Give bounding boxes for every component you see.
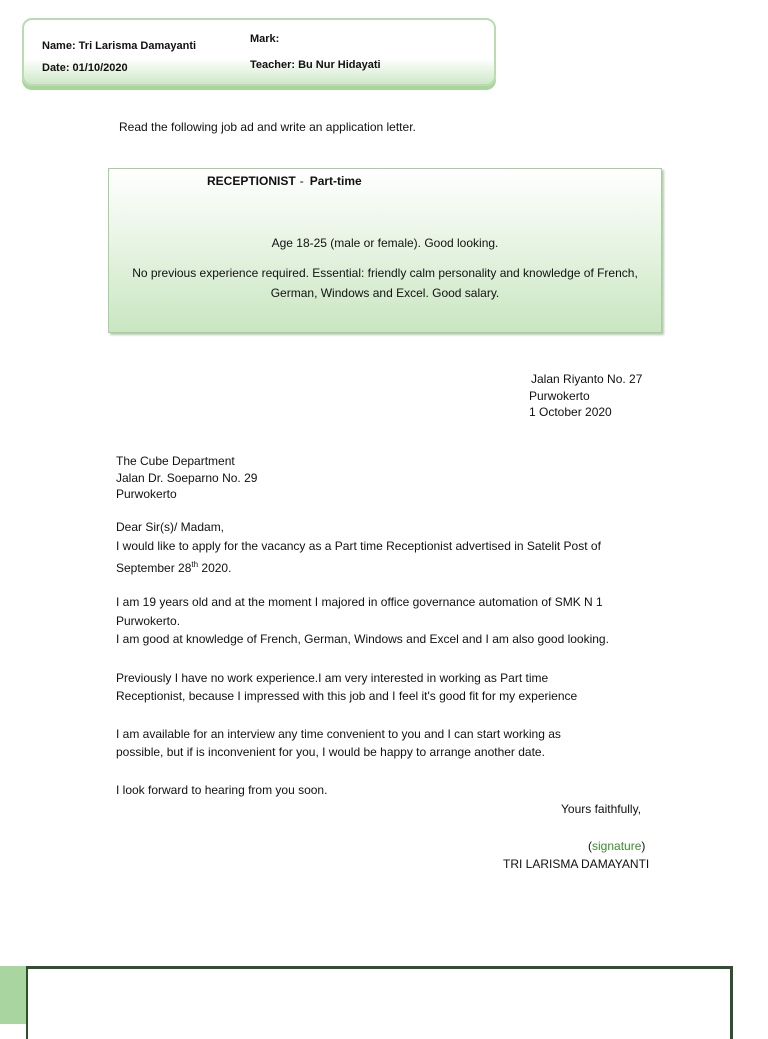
signer-name: TRI LARISMA DAMAYANTI [503, 857, 650, 871]
assignment-date: Date: 01/10/2020 [42, 62, 128, 74]
title-dash: - [299, 174, 304, 188]
signature-close-paren: ) [641, 839, 646, 853]
signature-open-paren: ( [588, 839, 592, 853]
paragraph-2-line-3: I am good at knowledge of French, German, Windows and Excel and I am also good looking. [116, 632, 609, 646]
sender-city: Purwokerto [529, 389, 590, 403]
job-ad-details: No previous experience required. Essential: friendly calm personality and knowledge of French, German, Windows and Excel. Good salary. [132, 266, 638, 300]
job-ad-title [207, 174, 362, 188]
paragraph-2-line-1: I am 19 years old and at the moment I majored in office governance automation of SMK N 1 [116, 595, 603, 609]
paragraph-4-line-1: I am available for an interview any time convenient to you and I can start working as [116, 727, 561, 741]
job-ad-requirements: Age 18-25 (male or female). Good looking. [271, 236, 499, 250]
recipient-city: Purwokerto [116, 487, 177, 501]
job-title: RECEPTIONIST [207, 174, 296, 188]
paragraph-1-line-2 [116, 556, 231, 577]
job-type: Part-time [309, 174, 362, 188]
paragraph-3-line-1: Previously I have no work experience.I am very interested in working as Part time [116, 671, 549, 685]
salutation: Dear Sir(s)/ Madam, [116, 520, 225, 534]
recipient-name: The Cube Department [116, 454, 235, 468]
left-decoration-strip [0, 966, 26, 1024]
signature-line [588, 838, 645, 855]
paragraph-3-line-2: Receptionist, because I impressed with this job and I feel it's good fit for my experience [116, 689, 578, 703]
student-info-box [22, 18, 496, 86]
apply-year: 2020. [198, 561, 232, 575]
signature-placeholder: signature [592, 839, 642, 853]
bottom-frame [26, 966, 733, 1039]
paragraph-2-line-2: Purwokerto. [116, 614, 181, 628]
recipient-street: Jalan Dr. Soeparno No. 29 [116, 471, 258, 485]
letter-date: 1 October 2020 [529, 405, 612, 419]
paragraph-4-line-2: possible, but if is inconvenient for you, I would be happy to arrange another date. [116, 745, 545, 759]
instruction-text: Read the following job ad and write an application letter. [119, 120, 416, 134]
sender-street: Jalan Riyanto No. 27 [531, 372, 643, 386]
paragraph-5: I look forward to hearing from you soon. [116, 783, 328, 797]
teacher-name: Teacher: Bu Nur Hidayati [250, 59, 381, 71]
apply-date: September 28 [116, 561, 192, 575]
job-ad-box [108, 168, 662, 333]
closing: Yours faithfully, [561, 802, 642, 816]
date-superscript: th [191, 560, 199, 569]
mark-field: Mark: [250, 33, 280, 45]
student-name: Name: Tri Larisma Damayanti [42, 40, 197, 52]
paragraph-1-line-1: I would like to apply for the vacancy as a Part time Receptionist advertised in Satelit Post of [116, 539, 601, 553]
